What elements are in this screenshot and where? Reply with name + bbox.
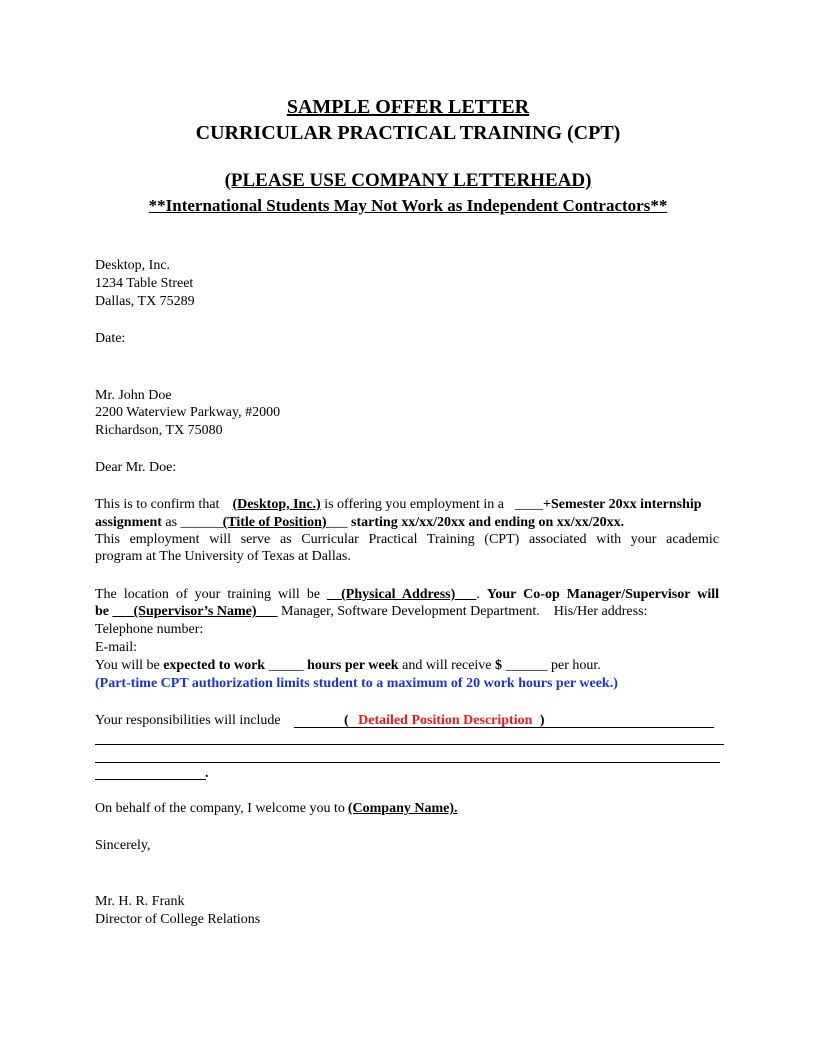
recipient-city: Richardson, TX 75080 [95,423,223,438]
telephone-label: Telephone number: [95,622,204,637]
dollar-sign: $ [495,658,503,673]
letterhead-note: (PLEASE USE COMPANY LETTERHEAD) [224,170,592,191]
term-field: +Semester 20xx internship [542,497,702,512]
welcome-line [95,800,458,818]
para1-text: as [165,515,178,530]
responsibilities-end: . [205,766,209,781]
recipient-street: 2200 Waterview Parkway, #2000 [95,405,281,420]
date-label: Date: [95,331,126,346]
page-title: SAMPLE OFFER LETTER [286,96,530,118]
hours-blank: _____ [268,658,304,673]
para1-line2 [95,514,624,532]
contractor-warning: **International Students May Not Work as Independent Contractors** [148,196,668,215]
position-blank: ___ [326,515,348,530]
position-blank: ______ [180,515,223,530]
sender-city: Dallas, TX 75289 [95,294,195,309]
para2-text: be [95,604,109,619]
hours-text: per hour. [551,658,601,673]
blank-line [95,779,206,780]
address-field: __(Physical Address)___ [327,587,477,602]
para2-text: . [476,587,480,602]
position-field: (Title of Position) [222,515,327,530]
closing: Sincerely, [95,838,151,853]
manager-text: Your Co-op Manager/Supervisor will [486,587,720,602]
company-field: (Company Name). [347,801,458,816]
blank-line [95,762,720,763]
para1-line1 [95,496,702,514]
signature-title: Director of College Relations [95,912,261,927]
hours-line [95,657,601,675]
cpt-limit-note: (Part-time CPT authorization limits student to a maximum of 20 work hours per week.) [95,676,618,691]
supervisor-field: ___(Supervisor’s Name)___ [112,604,278,619]
hours-text: hours per week [307,658,399,673]
para2-line2 [95,603,647,621]
description-field [344,712,545,730]
description-paren: ) [539,713,545,728]
para1-line4: program at The University of Texas at Dallas. [95,549,351,564]
para2-line1 [95,586,719,604]
hours-text: You will be [95,658,160,673]
para1-line3: This employment will serve as Curricular Practical Training (CPT) associated with your academic [95,532,719,547]
para1-text: This is to confirm that [95,497,220,512]
para2-text: Manager, Software Development Department. His/Her address: [281,604,648,619]
para1-text: assignment [95,515,162,530]
term-blank: ____ [514,497,543,512]
sender-company: Desktop, Inc. [95,258,171,273]
signature-name: Mr. H. R. Frank [95,894,185,909]
para1-text: is offering you employment in a [324,497,504,512]
page-subtitle: CURRICULAR PRACTICAL TRAINING (CPT) [195,122,621,144]
recipient-name: Mr. John Doe [95,388,172,403]
description-paren: ( [344,713,349,728]
hours-text: and will receive [402,658,492,673]
hours-text: expected to work [163,658,266,673]
pay-blank: ______ [505,658,548,673]
blank-line [95,744,724,745]
responsibilities-label: Your responsibilities will include [95,713,281,728]
sender-street: 1234 Table Street [95,276,194,291]
email-label: E-mail: [95,640,137,655]
salutation: Dear Mr. Doe: [95,460,177,475]
para2-text: The location of your training will be [95,587,321,602]
description-text: Detailed Position Description [358,713,533,728]
dates-field: starting xx/xx/20xx and ending on xx/xx/20xx. [351,515,625,530]
employer-field: (Desktop, Inc.) [232,497,321,512]
welcome-text: On behalf of the company, I welcome you to [95,801,345,816]
